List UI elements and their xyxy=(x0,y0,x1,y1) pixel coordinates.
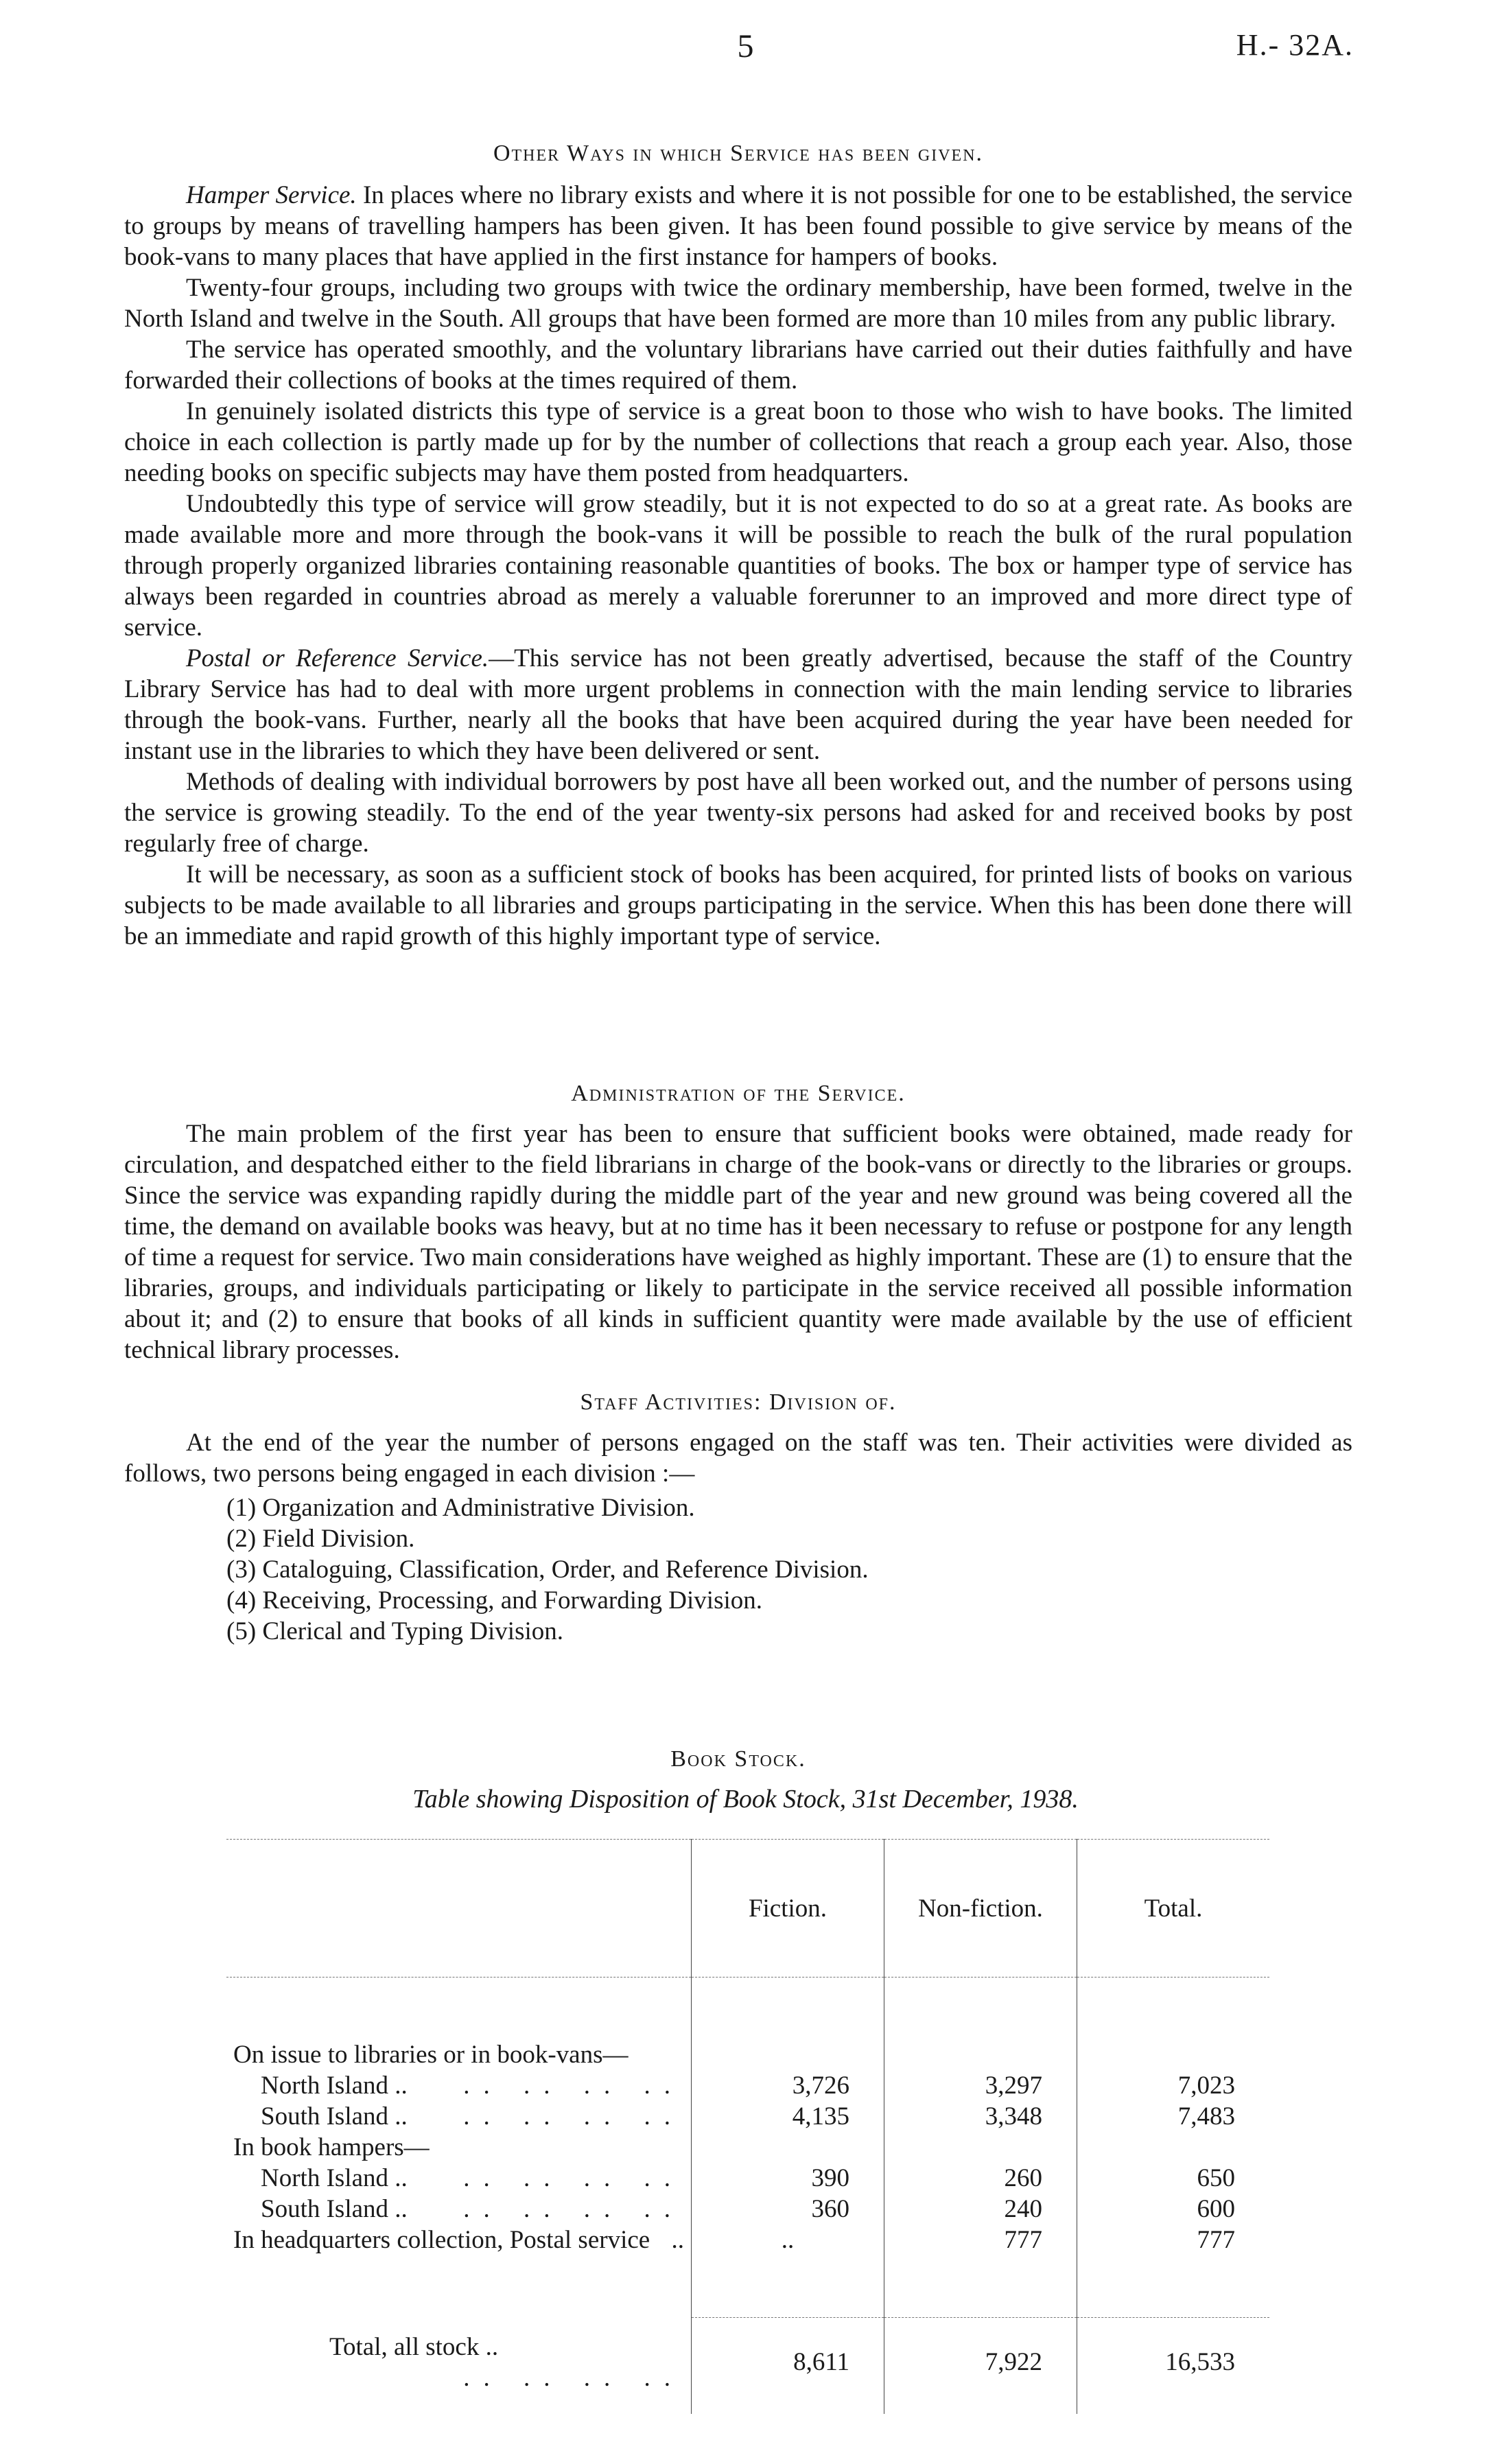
paragraph-text: In places where no library exists and where it is not possible for one to be established, the service to groups by means of travelling hampers has been given. It has been found possible to give service by means of the book-vans to many places that have applied in the first instance for hampers of books. xyxy=(124,181,1352,271)
table-header-row xyxy=(226,1840,1269,1978)
list-item: (1) Organization and Administrative Division. xyxy=(226,1494,695,1522)
paragraph-lead: Hamper Service. xyxy=(186,181,357,209)
paragraph xyxy=(124,859,1352,952)
book-stock-table xyxy=(226,1839,1269,2414)
paragraph xyxy=(124,272,1352,334)
column-header-nonfiction: Non-fiction. xyxy=(884,1840,1077,1978)
division-list xyxy=(226,1492,869,1647)
table-row xyxy=(226,2101,1269,2132)
cell-total: 7,023 xyxy=(1077,2070,1270,2101)
document-reference: H.- 32A. xyxy=(1236,28,1354,62)
leader-dots: .. .. .. .. xyxy=(463,2363,684,2392)
paragraph-text: —This service has not been greatly advertised, because the staff of the Country Library Service has had to deal with more urgent problems in connection with the main lending service to libraries through the book-vans. Further, nearly all the books that have been acquired during the year have been needed for instant use in the libraries to which they have been delivered or sent. xyxy=(124,644,1352,765)
total-label-text: Total, all stock .. xyxy=(329,2332,499,2361)
total-label xyxy=(226,2318,692,2414)
row-label xyxy=(226,2070,692,2101)
leader-dots: .. .. .. .. xyxy=(463,2195,684,2223)
paragraph xyxy=(124,396,1352,489)
paragraph-text: Methods of dealing with individual borrowers by post have all been worked out, and the number of persons using the service is growing steadily. To the end of the year twenty-six persons had asked for and received books by post regularly free of charge. xyxy=(124,768,1352,858)
paragraph: At the end of the year the number of persons engaged on the staff was ten. Their activities were divided as follows, two persons being engaged in each division :— xyxy=(124,1429,1352,1488)
column-header-total: Total. xyxy=(1077,1840,1270,1978)
paragraph-text: Undoubtedly this type of service will grow steadily, but it is not expected to do so at a great rate. As books are made available more and more through the book-vans it will be possible to reach the bulk of the rural population through properly organized libraries containing reasonable quantities of books. The box or hamper type of service has always been regarded in countries abroad as merely a valuable forerunner to an improved and more direct type of service. xyxy=(124,490,1352,642)
paragraph-text: It will be necessary, as soon as a sufficient stock of books has been acquired, for printed lists of books on various subjects to be made available to all libraries and groups participating in the service. When this has been done there will be an immediate and rapid growth of this highly important type of service. xyxy=(124,860,1352,950)
cell-nonfiction: 777 xyxy=(884,2225,1077,2255)
total-nonfiction: 7,922 xyxy=(884,2318,1077,2414)
leader-dots: .. .. .. .. xyxy=(463,2102,684,2131)
cell-nonfiction: 3,297 xyxy=(884,2070,1077,2101)
paragraph-text: The service has operated smoothly, and the voluntary librarians have carried out their duties faithfully and have forwarded their collections of books at the times required of them. xyxy=(124,336,1352,395)
cell-nonfiction: 260 xyxy=(884,2163,1077,2194)
row-label xyxy=(226,2163,692,2194)
cell-nonfiction: 240 xyxy=(884,2194,1077,2225)
cell-total: 600 xyxy=(1077,2194,1270,2225)
row-label xyxy=(226,2194,692,2225)
header-empty xyxy=(226,1840,692,1978)
cell-total: 777 xyxy=(1077,2225,1270,2255)
paragraph-lead: Postal or Reference Service. xyxy=(186,644,489,672)
cell-nonfiction: 3,348 xyxy=(884,2101,1077,2132)
cell-fiction: .. xyxy=(692,2225,884,2255)
group-row xyxy=(226,2039,1269,2070)
group-row xyxy=(226,2132,1269,2163)
section-heading-other-ways: Other Ways in which Service has been given. xyxy=(493,141,984,166)
cell-fiction: 390 xyxy=(692,2163,884,2194)
list-item: (4) Receiving, Processing, and Forwarding Division. xyxy=(226,1586,762,1615)
total-row xyxy=(226,2318,1269,2414)
row-label-text: North Island .. xyxy=(261,2164,408,2192)
group-label: On issue to libraries or in book-vans— xyxy=(233,2041,629,2069)
leader-dots: .. .. .. .. xyxy=(463,2164,684,2192)
paragraph xyxy=(124,334,1352,396)
list-item: (5) Clerical and Typing Division. xyxy=(226,1617,564,1645)
spacer-row xyxy=(226,1978,1269,2040)
page-number: 5 xyxy=(737,28,754,64)
row-label-text: North Island .. xyxy=(261,2072,408,2100)
cell-fiction: 4,135 xyxy=(692,2101,884,2132)
section-other-ways-body xyxy=(124,180,1352,952)
list-item: (2) Field Division. xyxy=(226,1525,415,1553)
section-administration-body xyxy=(124,1118,1352,1365)
cell-total: 650 xyxy=(1077,2163,1270,2194)
leader-dots: .. .. .. .. xyxy=(463,2072,684,2100)
row-label xyxy=(226,2101,692,2132)
total-fiction: 8,611 xyxy=(692,2318,884,2414)
section-staff-body xyxy=(124,1427,1352,1489)
table-row xyxy=(226,2194,1269,2225)
paragraph-text: In genuinely isolated districts this type of service is a great boon to those who wish to have books. The limited choice in each collection is partly made up for by the number of collections that reach a group each year. Also, those needing books on specific subjects may have them posted from headquarters. xyxy=(124,397,1352,487)
cell-fiction: 360 xyxy=(692,2194,884,2225)
leader-dots: .. xyxy=(671,2226,684,2254)
total-all: 16,533 xyxy=(1077,2318,1270,2414)
paragraph xyxy=(124,766,1352,859)
table-caption: Table showing Disposition of Book Stock, 31st December, 1938. xyxy=(412,1785,1079,1814)
list-item: (3) Cataloguing, Classification, Order, and Reference Division. xyxy=(226,1556,869,1584)
paragraph xyxy=(124,643,1352,766)
section-heading-administration: Administration of the Service. xyxy=(571,1081,906,1106)
row-label-text: South Island .. xyxy=(261,2102,408,2131)
paragraph-text: Twenty-four groups, including two groups with twice the ordinary membership, have been formed, twelve in the North Island and twelve in the South. All groups that have been formed are more than 10 miles from any public library. xyxy=(124,274,1352,333)
group-label: In book hampers— xyxy=(233,2133,430,2161)
cell-total: 7,483 xyxy=(1077,2101,1270,2132)
paragraph xyxy=(124,489,1352,643)
table-row xyxy=(226,2225,1269,2255)
row-label-text: South Island .. xyxy=(261,2195,408,2223)
cell-fiction: 3,726 xyxy=(692,2070,884,2101)
section-heading-staff: Staff Activities: Division of. xyxy=(580,1389,897,1415)
row-label xyxy=(226,2225,692,2255)
table-row xyxy=(226,2163,1269,2194)
paragraph xyxy=(124,180,1352,272)
section-heading-book-stock: Book Stock. xyxy=(670,1746,806,1772)
row-label-text: In headquarters collection, Postal service xyxy=(233,2226,650,2254)
column-header-fiction: Fiction. xyxy=(692,1840,884,1978)
spacer-row xyxy=(226,2255,1269,2318)
table-row xyxy=(226,2070,1269,2101)
paragraph: The main problem of the first year has been to ensure that sufficient books were obtained, made ready for circulation, and despatched either to the field librarians in charge of the book-vans or directly to the libraries or groups. Since the service was expanding rapidly during the middle part of the year and new ground was being covered all the time, the demand on available books was heavy, but at no time has it been necessary to refuse or postpone for any length of time a request for service. Two main considerations have weighed as highly important. These are (1) to ensure that the libraries, groups, and individuals participating or likely to participate in the service received all possible information about it; and (2) to ensure that books of all kinds in sufficient quantity were made available by the use of efficient technical library processes. xyxy=(124,1120,1352,1364)
